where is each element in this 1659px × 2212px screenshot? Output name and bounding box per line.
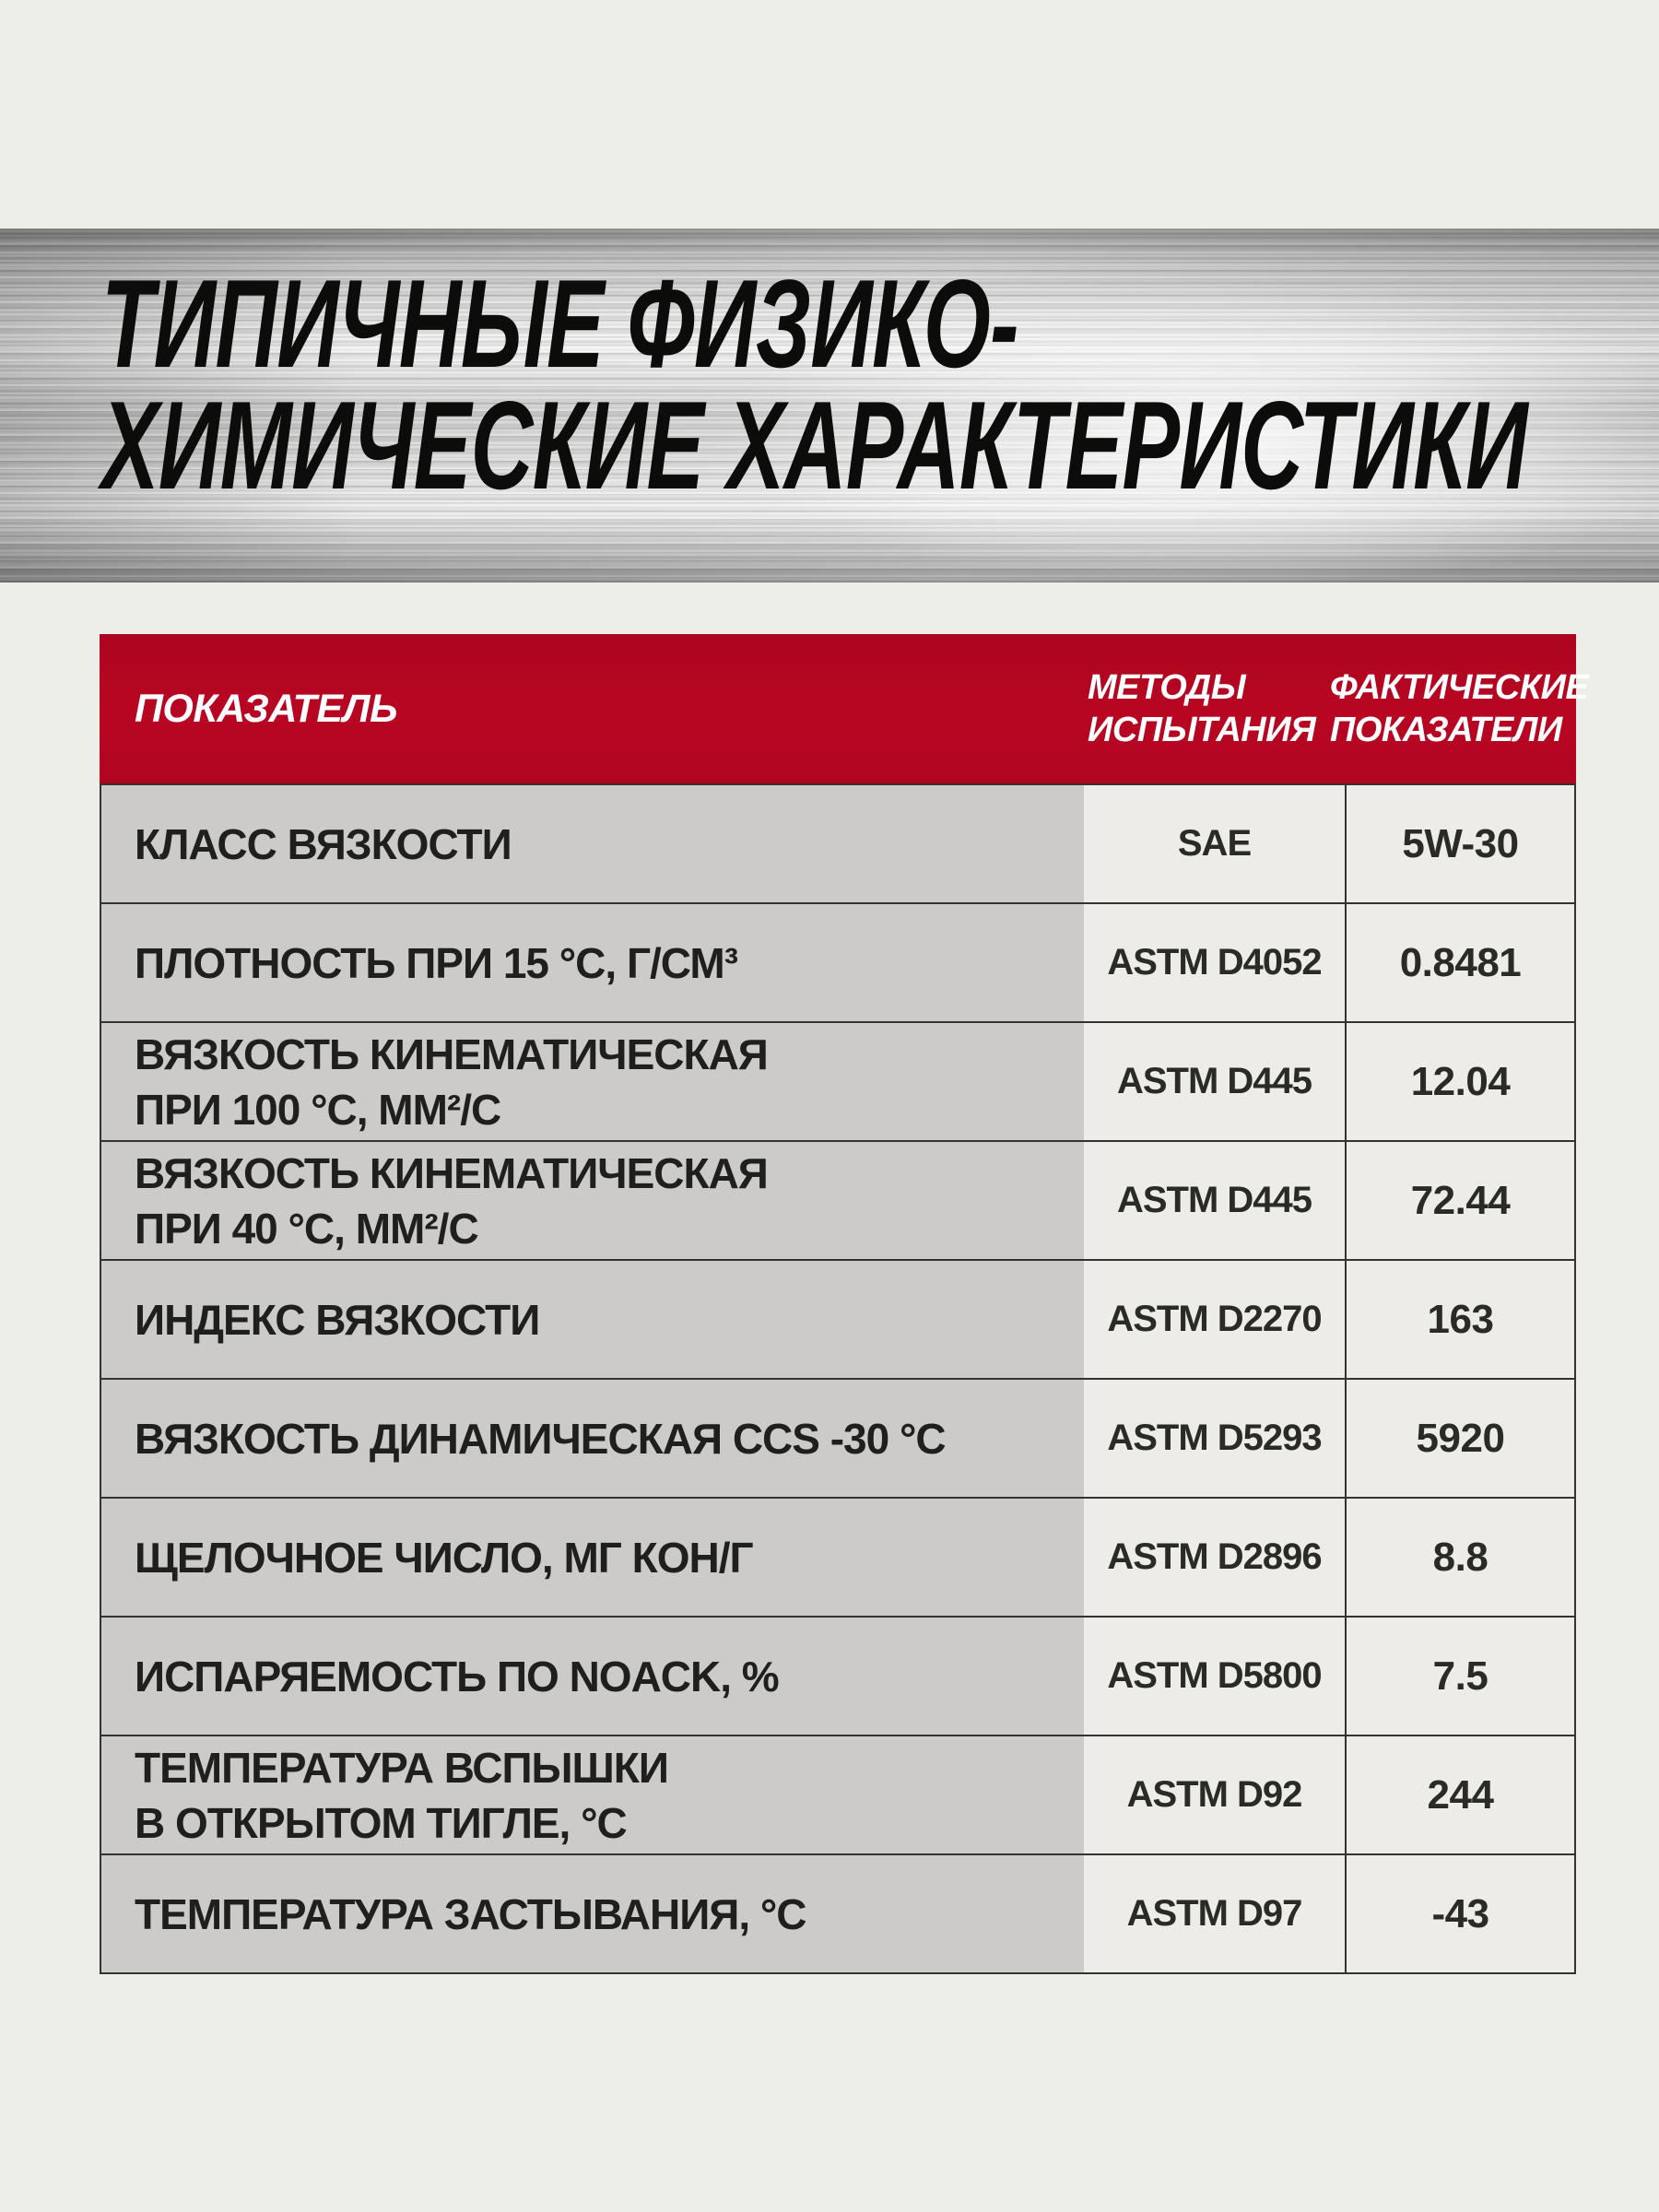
table-row: [101, 1735, 1574, 1853]
page-title-line1: ТИПИЧНЫЕ ФИЗИКО-: [101, 253, 1018, 394]
row-value: 244: [1427, 1771, 1494, 1818]
header-actual-values-line1: ФАКТИЧЕСКИЕ: [1330, 668, 1589, 707]
row-method: ASTM D445: [1116, 1180, 1312, 1220]
row-label-cell: [101, 904, 1084, 1021]
row-method-cell: [1084, 1499, 1347, 1616]
row-method: ASTM D2270: [1107, 1299, 1322, 1339]
table-body: [100, 783, 1576, 1974]
row-label-line: ВЯЗКОСТЬ КИНЕМАТИЧЕСКАЯ: [135, 1030, 768, 1078]
row-method-cell: [1084, 1736, 1347, 1853]
row-value-cell: [1347, 785, 1574, 902]
row-method: ASTM D5800: [1107, 1655, 1322, 1696]
row-value-cell: [1347, 1736, 1574, 1853]
metal-banner: [0, 229, 1659, 582]
row-method-cell: [1084, 1142, 1347, 1259]
row-method: SAE: [1177, 823, 1252, 864]
row-method-cell: [1084, 1023, 1347, 1140]
row-method: ASTM D92: [1126, 1774, 1302, 1815]
table-header: [100, 634, 1589, 783]
row-label-line: ТЕМПЕРАТУРА ВСПЫШКИ: [135, 1743, 668, 1792]
row-method-cell: [1084, 1855, 1347, 1972]
row-method: ASTM D2896: [1107, 1536, 1322, 1577]
row-method-cell: [1084, 1618, 1347, 1735]
row-label-line: ВЯЗКОСТЬ ДИНАМИЧЕСКАЯ CCS -30 °C: [135, 1414, 946, 1463]
row-label-line: КЛАСС ВЯЗКОСТИ: [135, 819, 512, 868]
row-value-cell: [1347, 1261, 1574, 1378]
row-method: ASTM D4052: [1107, 942, 1322, 982]
row-label-line: ПРИ 100 °C, ММ²/С: [135, 1085, 501, 1134]
row-label-cell: [101, 1618, 1084, 1735]
row-method-cell: [1084, 785, 1347, 902]
row-value-cell: [1347, 1023, 1574, 1140]
header-actual-values: [1330, 666, 1589, 751]
table-row: [101, 1497, 1574, 1616]
row-label-cell: [101, 1736, 1084, 1853]
table-row: [101, 1616, 1574, 1735]
row-value: -43: [1431, 1890, 1489, 1936]
row-method: ASTM D97: [1126, 1893, 1302, 1934]
row-label-cell: [101, 1855, 1084, 1972]
row-label-line: ТЕМПЕРАТУРА ЗАСТЫВАНИЯ, °C: [135, 1889, 806, 1938]
row-value-cell: [1347, 1499, 1574, 1616]
table-row: [101, 1259, 1574, 1378]
row-value: 0.8481: [1399, 939, 1522, 985]
row-value: 5920: [1416, 1415, 1505, 1461]
table-row: [101, 1140, 1574, 1259]
header-test-methods: [1084, 666, 1347, 751]
row-label-line: ПРИ 40 °C, ММ²/С: [135, 1204, 478, 1253]
row-label-cell: [101, 785, 1084, 902]
table-row: [101, 783, 1574, 902]
table-row: [101, 1021, 1574, 1140]
row-method: ASTM D5293: [1107, 1418, 1322, 1458]
row-label-cell: [101, 1380, 1084, 1497]
row-label-line: ИСПАРЯЕМОСТЬ ПО NOACK, %: [135, 1652, 779, 1700]
row-label-cell: [101, 1499, 1084, 1616]
header-indicator: ПОКАЗАТЕЛЬ: [135, 686, 398, 731]
row-label-cell: [101, 1023, 1084, 1140]
table-row: [101, 1378, 1574, 1497]
row-value-cell: [1347, 1380, 1574, 1497]
page-title: [101, 253, 1527, 515]
header-test-methods-line1: МЕТОДЫ: [1088, 668, 1246, 707]
row-label-cell: [101, 1142, 1084, 1259]
row-label-cell: [101, 1261, 1084, 1378]
table-row: [101, 902, 1574, 1021]
row-value-cell: [1347, 1142, 1574, 1259]
header-test-methods-line2: ИСПЫТАНИЯ: [1088, 711, 1316, 749]
row-value: 5W-30: [1402, 820, 1519, 866]
row-method-cell: [1084, 904, 1347, 1021]
row-label-line: ЩЕЛОЧНОЕ ЧИСЛО, МГ КОН/Г: [135, 1533, 753, 1582]
row-method-cell: [1084, 1380, 1347, 1497]
row-value: 12.04: [1410, 1058, 1511, 1104]
row-value: 8.8: [1432, 1534, 1488, 1580]
row-label-line: ПЛОТНОСТЬ ПРИ 15 °C, Г/СМ³: [135, 938, 738, 987]
row-value-cell: [1347, 1618, 1574, 1735]
row-method: ASTM D445: [1116, 1061, 1312, 1101]
row-method-cell: [1084, 1261, 1347, 1378]
row-value-cell: [1347, 1855, 1574, 1972]
row-label-line: В ОТКРЫТОМ ТИГЛЕ, °C: [135, 1798, 627, 1847]
row-value-cell: [1347, 904, 1574, 1021]
row-label-line: ИНДЕКС ВЯЗКОСТИ: [135, 1295, 540, 1344]
table-row: [101, 1853, 1574, 1972]
header-actual-values-line2: ПОКАЗАТЕЛИ: [1330, 711, 1562, 749]
row-value: 7.5: [1432, 1653, 1488, 1699]
characteristics-table: [100, 634, 1589, 1974]
row-value: 163: [1427, 1296, 1494, 1342]
row-label-line: ВЯЗКОСТЬ КИНЕМАТИЧЕСКАЯ: [135, 1148, 768, 1197]
page-title-line2: ХИМИЧЕСКИЕ ХАРАКТЕРИСТИКИ: [101, 375, 1527, 515]
row-value: 72.44: [1410, 1177, 1511, 1223]
